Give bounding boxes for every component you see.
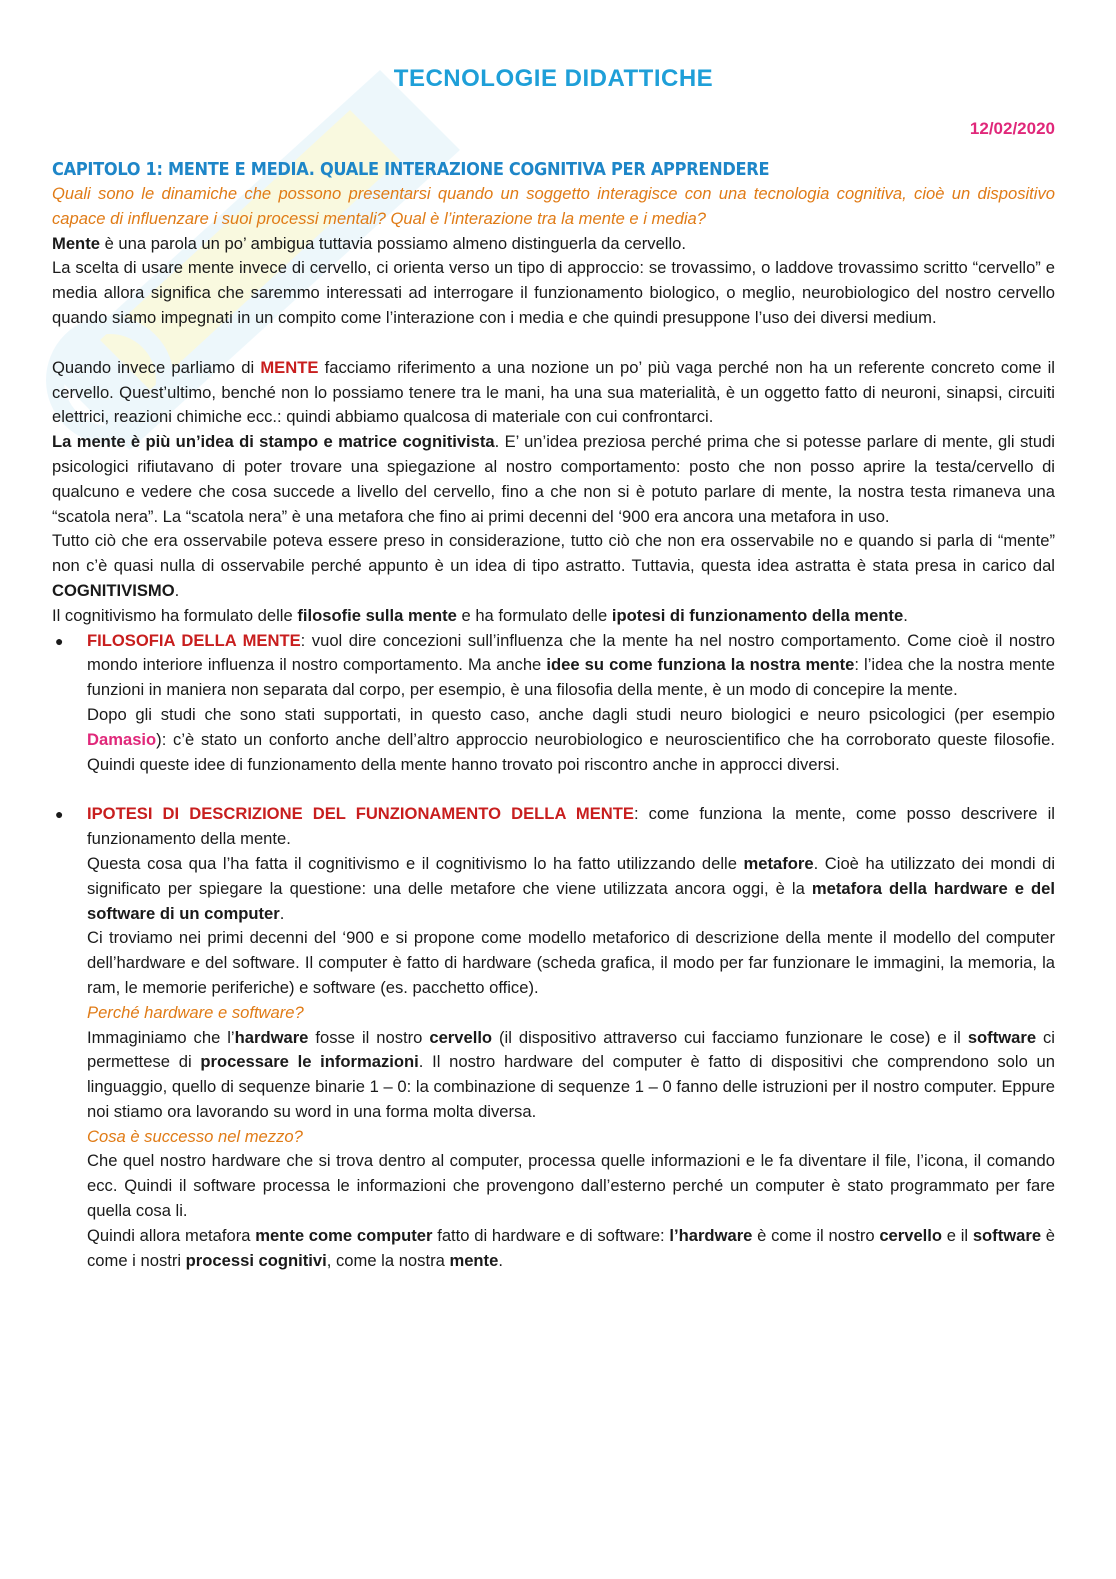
- paragraph-mente-notion: Quando invece parliamo di MENTE facciamo riferimento a una nozione un po’ più vaga perché non ha un referente concreto come il cervello. Quest’ultimo, benché non lo possiamo tenere tra le mani, ha una sua materialità, è un oggetto fatto di neuroni, sinapsi, circuiti elettrici, reazioni chimiche ecc.: quindi abbiamo qualcosa di materiale con cui confrontarci.: [52, 357, 1055, 427]
- paragraph-cognitivism: Il cognitivismo ha formulato delle filosofie sulla mente e ha formulato delle ipotesi di funzionamento della mente.: [52, 605, 908, 625]
- bullet-icon: ●: [55, 632, 64, 649]
- document-page: [52, 60, 1055, 1273]
- page-title: TECNOLOGIE DIDATTICHE: [393, 65, 714, 92]
- document-date: 12/02/2020: [969, 119, 1055, 138]
- bullet-icon: ●: [55, 806, 64, 823]
- paragraph-cognitivist-idea: La mente è più un’idea di stampo e matrice cognitivista. E’ un’idea preziosa perché prima che si potesse parlare di mente, gli studi psicologici rifiutavano di poter trovare una spiegazione al nostro comportamento: posto che non posso aprire la testa/cervello di qualcuno e vedere che cosa succede a livello del cervello, fino a che non si è potuto parlare di mente, la nostra testa rimaneva una “scatola nera”. La “scatola nera” è una metafora che fino ai primi decenni del ‘900 era ancora una metafora in uso.: [52, 432, 1055, 526]
- question-nel-mezzo: Cosa è successo nel mezzo?: [87, 1126, 303, 1146]
- chapter-heading: CAPITOLO 1: MENTE E MEDIA. QUALE INTERAZIONE COGNITIVA PER APPRENDERE: [52, 159, 770, 180]
- question-hardware-software: Perché hardware e software?: [87, 1002, 304, 1022]
- paragraph-mente-vs-cervello: La scelta di usare mente invece di cervello, ci orienta verso un tipo di approccio: se trovassimo, o laddove trovassimo scritto “cervello” e media allora significa che saremmo interessati ad interrogare il funzionamento biologico, o meglio, neurobiologico del nostro cervello quando siamo impegnati in un compito come l’interazione con i media e che quindi presuppone l’uso dei diversi medium.: [52, 258, 1055, 327]
- paragraph-mente-definition: Mente è una parola un po’ ambigua tuttavia possiamo almeno distinguerla da cervello.: [52, 233, 687, 253]
- intro-question: Quali sono le dinamiche che possono presentarsi quando un soggetto interagisce con una tecnologia cognitiva, cioè un dispositivo capace di influenzare i suoi processi mentali? Qual è l’interazione tra la mente e i media?: [52, 184, 1055, 228]
- list-item-ipotesi: ● IPOTESI DI DESCRIZIONE DEL FUNZIONAMENTO DELLA MENTE: come funziona la mente, come posso descrivere il funzionamento della mente. Questa cosa qua l’ha fatta il cognitivismo e il cognitivismo lo ha fatto utilizzando delle metafore. Cioè ha utilizzato dei mondi di significato per spiegare la questione: una delle metafore che viene utilizzata ancora oggi, è la metafora della hardware e del software di un computer. Ci troviamo nei primi decenni del ‘900 e si propone come modello metaforico di descrizione della mente il modello del computer dell’hardware e del software. Il computer è fatto di hardware (scheda grafica, il modo per far funzionare le immagini, la memoria, la ram, le memorie periferiche) e software (es. pacchetto office). Perché hardware e software? Immaginiamo che l’hardware fosse il nostro cervello (il dispositivo attraverso cui facciamo funzionare le cose) e il software ci permettese di processare le informazioni. Il nostro hardware del computer è fatto di dispositivi che comprendono solo un linguaggio, quello di sequenze binarie 1 – 0: la combinazione di sequenze 1 – 0 fanno delle istruzioni per il nostro computer. Eppure noi stiamo ora lavorando su word in una forma molta diversa. Cosa è successo nel mezzo? Che quel nostro hardware che si trova dentro al computer, processa quelle informazioni e le fa diventare il file, l’icona, il comando ecc. Quindi il software processa le informazioni che provengono dall’esterno perché un computer è stato programmato per fare quella cosa li. Quindi allora metafora mente come computer fatto di hardware e di software: l’hardware è come il nostro cervello e il software è come i nostri processi cognitivi, come la nostra mente.: [55, 804, 1056, 1270]
- paragraph-observable: Tutto ciò che era osservabile poteva essere preso in considerazione, tutto ciò che non era osservabile no e quando si parla di “mente” non c’è quasi nulla di osservabile perché appunto è un idea di tipo astratto. Tuttavia, questa idea astratta è stata presa in carico dal COGNITIVISMO.: [52, 531, 1055, 600]
- bullet-list: [52, 629, 1055, 1274]
- list-item-filosofia: ● FILOSOFIA DELLA MENTE: vuol dire concezioni sull’influenza che la mente ha nel nostro comportamento. Come cioè il nostro mondo interiore influenza il nostro comportamento. Ma anche idee su come funziona la nostra mente: l’idea che la nostra mente funzioni in maniera non separata dal corpo, per esempio, è una filosofia della mente, è un modo di concepire la mente. Dopo gli studi che sono stati supportati, in questo caso, anche dagli studi neuro biologici e neuro psicologici (per esempio Damasio): c’è stato un conforto anche dell’altro approccio neurobiologico e neuroscientifico che ha corroborato queste filosofie. Quindi queste idee di funzionamento della mente hanno trovato poi riscontro anche in approcci diversi.: [55, 630, 1055, 774]
